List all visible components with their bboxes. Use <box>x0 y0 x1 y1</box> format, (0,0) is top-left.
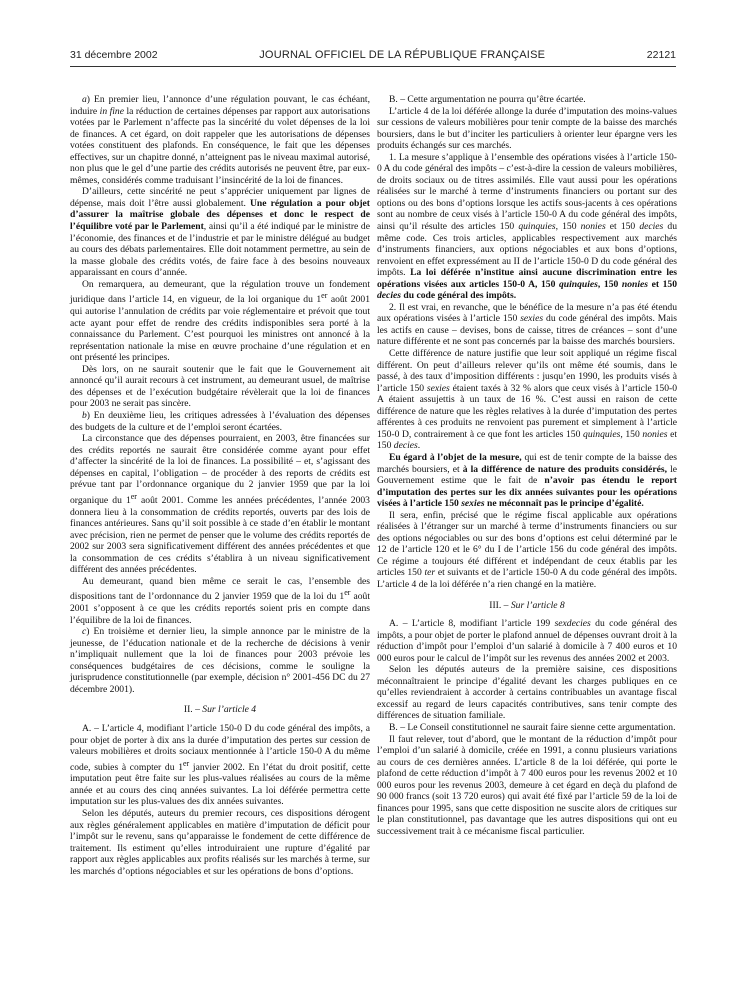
paragraph: a) En premier lieu, l’annonce d’une régulation pouvant, le cas échéant, induire in fine la réduction de certaines dépenses par rapport aux autorisations votées par le Parlement n’affecte pas la sincérité du volet dépenses de la loi de finances. A cet égard, on doit rappeler que les autorisations de dépenses votées constituent des plafonds. En conséquence, le fait que les dépenses effectives, sur un chapitre donné, n’atteignent pas le niveau maximal autorisé, non plus que le gel d’une partie des crédits autorisés ne peuvent être, par eux-mêmes, considérés comme traduisant l’insincérité de la loi de finances. <box>70 94 370 186</box>
paragraph: B. – Cette argumentation ne pourra qu’être écartée. <box>389 94 586 105</box>
paragraph: La circonstance que des dépenses pourraient, en 2003, être financées sur des crédits reportés ne saurait être considérée comme ayant pour effet d’affecter la sincérité de la loi de finances. La possibilité – et, s’agissant des dépenses en capital, l’obligation – de procéder à des reports de crédits est prévue tant par l’ordonnance organique du 2 janvier 1959 que par la loi organique du 1er août 2001. Comme les années précédentes, l’année 2003 donnera lieu à la consommation de crédits reportés, ouverts par des lois de finances antérieures. Sans qu’il soit possible à ce stade d’en établir le montant avec précision, rien ne permet de penser que le volume des crédits reportés de 2002 sur 2003 sera significativement différent des années précédentes et que la consommation de ces crédits s’établira à un niveau significativement différent des années précédentes. <box>70 433 370 576</box>
header-date: 31 décembre 2002 <box>70 49 158 61</box>
header-page-number: 22121 <box>646 49 676 61</box>
page-header <box>70 49 676 65</box>
paragraph: On remarquera, au demeurant, que la régulation trouve un fondement juridique dans l’article 14, en vigueur, de la loi organique du 1er août 2001 qui autorise l’annulation de crédits par voie réglementaire et prévoit que tout acte ayant pour effet de rendre des crédits indisponibles sera porté à la connaissance du Parlement. C’est pourquoi les ministres ont annoncé à la représentation nationale la mise en œuvre prochaine d’une régulation et en ont présenté les principes. <box>70 278 370 364</box>
paragraph: D’ailleurs, cette sincérité ne peut s’apprécier uniquement par lignes de dépense, mais doit l’être aussi globalement. Une régulation a pour objet d’assurer la maîtrise globale des dépenses et donc le respect de l’équilibre voté par le Parlement, ainsi qu’il a été indiqué par le ministre de l’économie, des finances et de l’industrie et par le ministre délégué au budget au cours des débats parlementaires. Elle doit notamment permettre, au sein de la masse globale des crédits votés, de faire face à des besoins nouveaux apparaissant en cours d’année. <box>70 186 370 279</box>
paragraph: B. – Le Conseil constitutionnel ne saurait faire sienne cette argumentation. <box>389 721 676 733</box>
left-column <box>70 94 370 877</box>
paragraph: A. – L’article 4, modifiant l’article 150-0 D du code général des impôts, a pour objet de porter à dix ans la durée d’imputation des pertes sur cession de valeurs mobilières et droits sociaux mentionnée à l’article 150-0 A du même code, subies à compter du 1er janvier 2002. En l’état du droit positif, cette imputation peut être faite sur les plus-values réalisées au cours de la même année et au cours des cinq années suivantes. La loi déférée permettra cette imputation sur les plus-values des dix années suivantes. <box>70 723 370 808</box>
paragraph: Cette différence de nature justifie que leur soit appliqué un régime fiscal différent. On peut d’ailleurs relever qu’ils ont même été soumis, dans le passé, à des taux d’imposition différents : jusqu’en 1990, les produits visés à l’article 150 sexies étaient taxés à 32 % alors que ceux visés à l’article 150-0 A étaient assujettis à un taux de 16 %. C’est aussi en raison de cette différence de nature que les règles relatives à la durée d’imputation des pertes afférentes à ces produits ne renvoient pas purement et simplement à l’article 150-0 D, contrairement à ce que font les articles 150 quinquies, 150 nonies et 150 decies. <box>377 348 677 452</box>
paragraph: Selon les députés, auteurs du premier recours, ces dispositions dérogent aux règles généralement applicables en matière d’imputation de déficit pour l’impôt sur le revenu, sans qu’apparaisse le fondement de cette différence de traitement. Ils estiment qu’elles introduiraient une rupture d’égalité par rapport aux règles applicables aux profits réalisés sur les marchés à terme, sur les marchés d’options négociables et sur les opérations de bons d’options. <box>70 808 370 877</box>
section-heading-article-4: II. – Sur l’article 4 <box>183 704 257 716</box>
paragraph: Selon les députés auteurs de la première saisine, ces dispositions méconnaîtraient le principe d’égalité devant les charges publiques en ce qu’elles reviendraient à accorder à certains contribuables un avantage fiscal excessif au regard de leurs capacités contributives, sans tenir compte des différences de situation familiale. <box>377 664 677 722</box>
paragraph: c) En troisième et dernier lieu, la simple annonce par le ministre de la jeunesse, de l’éducation nationale et de la recherche de décisions à venir n’impliquait nullement que la loi de finances pour 2003 prévoie les conséquences budgétaires de ces décisions, comme le souligne la jurisprudence constitutionnelle (par exemple, décision n° 2001-456 DC du 27 décembre 2001). <box>70 626 370 695</box>
paragraph: Au demeurant, quand bien même ce serait le cas, l’ensemble des dispositions tant de l’ordonnance du 2 janvier 1959 que de la loi du 1er août 2001 s’opposent à ce que les crédits reportés soient pris en compte dans l’équilibre de la loi de finances. <box>70 575 370 626</box>
paragraph: Il faut relever, tout d’abord, que le montant de la réduction d’impôt pour l’emploi d’un salarié à domicile, créée en 1991, a connu plusieurs variations au cours de ces dernières années. L’article 8 de la loi déférée, qui porte le plafond de cette réduction d’impôt à 7 400 euros pour les revenus 2002 et 10 000 euros pour les revenus 2003, demeure à cet égard en deçà du plafond de 90 000 francs (soit 13 720 euros) qui avait été fixé par l’article 59 de la loi de finances pour 1995, sans que cette disposition ne suscite alors de critiques sur le plan constitutionnel, pas davantage que les autres dispositions qui ont eu successivement trait à ce mécanisme fiscal particulier. <box>377 733 677 837</box>
section-heading-article-8: III. – Sur l’article 8 <box>489 599 565 611</box>
paragraph: Eu égard à l’objet de la mesure, qui est de tenir compte de la baisse des marchés boursiers, et à la différence de nature des produits considérés, le Gouvernement estime que le fait de n’avoir pas étendu le report d’imputation des pertes sur les dix années suivantes pour les opérations visées à l’article 150 sexies ne méconnaît pas le principe d’égalité. <box>377 451 678 510</box>
paragraph: 2. Il est vrai, en revanche, que le bénéfice de la mesure n’a pas été étendu aux opérations visées à l’article 150 sexies du code général des impôts. Mais les actifs en cause – devises, bons de caisse, titres de créances – sont d’une nature différente et ne sont pas concernés par la baisse des marchés boursiers. <box>377 301 677 348</box>
paragraph: A. – L’article 8, modifiant l’article 199 sexdecies du code général des impôts, a pour objet de porter le plafond annuel de dépenses ouvrant droit à la réduction d’impôt pour l’emploi d’un salarié à domicile à 7 400 euros et 10 000 euros pour le calcul de l’impôt sur les revenus des années 2002 et 2003. <box>377 618 677 664</box>
paragraph: L’article 4 de la loi déférée allonge la durée d’imputation des moins-values sur cessions de valeurs mobilières pour tenir compte de la baisse des marchés boursiers, dans le but d’inciter les particuliers à orienter leur épargne vers les produits échangés sur ces marchés. <box>377 105 677 152</box>
header-journal-title: JOURNAL OFFICIEL DE LA RÉPUBLIQUE FRANÇAISE <box>259 49 546 61</box>
right-column <box>377 94 677 837</box>
paragraph: 1. La mesure s’applique à l’ensemble des opérations visées à l’article 150-0 A du code général des impôts – c’est-à-dire la cession de valeurs mobilières, de droits sociaux ou de titres assimilés. Elle vaut aussi pour les opérations réalisées sur le marché à terme d’instruments financiers ou portant sur des options ou des bons d’options lorsque les actifs sous-jacents à ces opérations sont au nombre de ceux visés à l’article 150-0 A du code général des impôts, ainsi qu’il résulte des articles 150 quinquies, 150 nonies et 150 decies du même code. Ces trois articles, applicables respectivement aux marchés d’instruments financiers, aux options négociables et aux bons d’options, renvoient en effet expressément au II de l’article 150-0 D du code général des impôts. La loi déférée n’institue ainsi aucune discrimination entre les opérations visées aux articles 150-0 A, 150 quinquies, 150 nonies et 150 decies du code général des impôts. <box>377 151 678 302</box>
paragraph: Dès lors, on ne saurait soutenir que le fait que le Gouvernement ait annoncé qu’il aurait recours à cet instrument, au demeurant usuel, de maîtrise des dépenses et de l’exécution budgétaire révèlerait que la loi de finances pour 2003 ne serait pas sincère. <box>70 363 370 410</box>
paragraph: b) En deuxième lieu, les critiques adressées à l’évaluation des dépenses des budgets de la culture et de l’emploi seront écartées. <box>70 409 370 433</box>
paragraph: Il sera, enfin, précisé que le régime fiscal applicable aux opérations réalisées à l’étranger sur un marché à terme d’instruments financiers ou sur des options négociables ou sur des bons d’options est celui déterminé par le 12 de l’article 120 et le 6° du I de l’article 156 du code général des impôts. Ce régime a toujours été différent et indépendant de ceux établis par les articles 150 ter et suivants et de l’article 150-0 A du code général des impôts. L’article 4 de la loi déférée n’a rien changé en la matière. <box>377 509 678 590</box>
header-rule <box>70 66 676 67</box>
